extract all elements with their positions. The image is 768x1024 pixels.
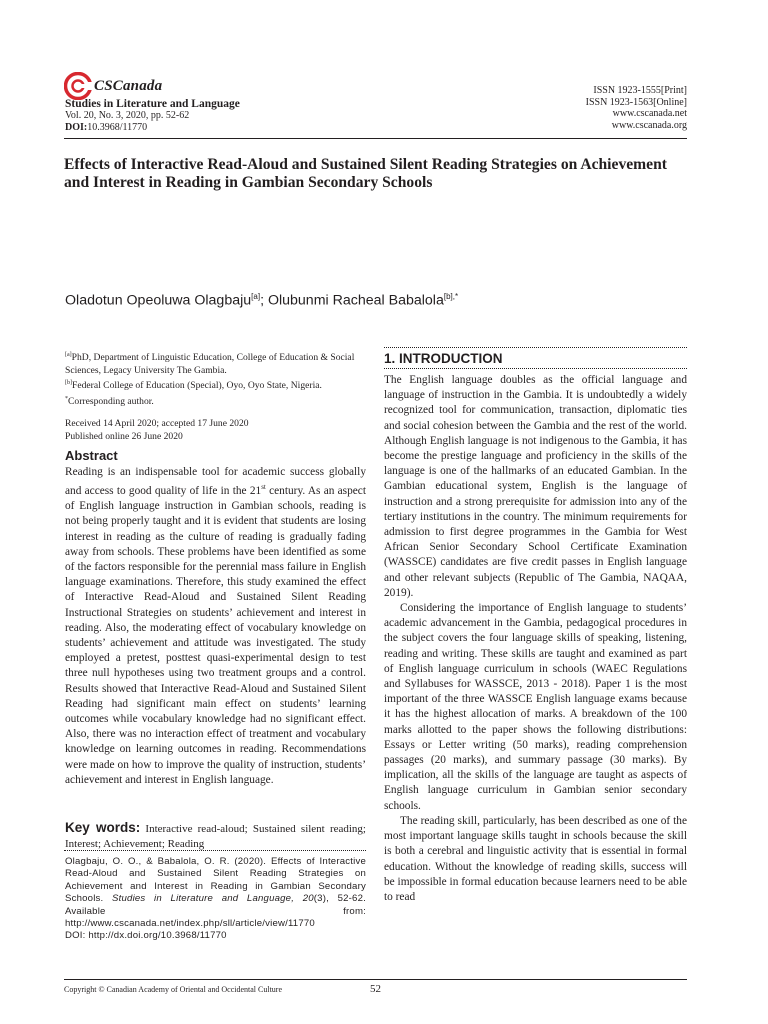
copyright-notice: Copyright © Canadian Academy of Oriental and Occidental Culture <box>64 985 283 994</box>
issn-online: ISSN 1923-1563[Online] <box>585 96 687 108</box>
keywords <box>65 820 366 852</box>
abstract-text-2: century. As an aspect of English language instruction in Gambian schools, reading is not being properly taught and it is evident that students are losing interest in reading as the culture of reading is gradually fading away from schools. These problems have been identified as some of the factors responsible for the perennial mass failure in English language examinations. Therefore, this study examined the effect of Interactive Read-Aloud and Sustained Silent Reading Instructional Strategies on students’ achievement and interest in reading. Also, the moderating effect of vocabulary knowledge on students’ achievement and attitude was investigated. The study employed a pretest, posttest quasi-experimental design to test three null hypotheses using two treatment groups and a control. Results showed that Interactive Read-Aloud and Sustained Silent Reading had significant main effect on students’ learning outcomes while vocabulary knowledge had no significant effect. Also, there was no interaction effect of treatment and vocabulary knowledge on learning outcomes in reading. Recommendations were made on how to improve the quality of instruction, students’ achievement and interest in English language. <box>65 484 366 786</box>
intro-paragraph-2: Considering the importance of English language to students’ academic advancement in the Gambia, pedagogical procedures in the subject covers the four language skills of speaking, listening, reading and writing. These skills are taught and examined as part of English language curriculum in schools (WAEC Regulations and Syllabuses for WASSCE, 2013 - 2018). Paper 1 is the most important of the three WASSCE English language exams because it has the highest allocation of marks. A breakdown of the 100 marks allotted to the paper shows the following distributions: Essays or Letter writing (50 marks), reading comprehension passages (20 marks), and summary passage (30 marks). By implication, all the skills of the language are taught as aspects of English language curriculum in Gambian senior secondary schools. <box>384 602 687 812</box>
corresponding-note <box>65 393 366 409</box>
introduction-body <box>384 373 687 905</box>
volume-info: Vol. 20, No. 3, 2020, pp. 52-62 <box>65 110 190 121</box>
intro-bottom-divider <box>384 368 687 369</box>
affil-text: Federal College of Education (Special), Oyo, Oyo State, Nigeria. <box>72 380 322 392</box>
keywords-list: Interactive read-aloud; Sustained silent reading; Interest; Achievement; Reading <box>65 823 366 850</box>
footer-divider <box>64 979 687 980</box>
citation-text-2[interactable]: (3), 52-62. Available from: http://www.cscanada.net/index.php/sll/article/view/11770 <box>65 893 366 930</box>
doi-value[interactable]: 10.3968/11770 <box>87 122 148 133</box>
introduction-heading: 1. INTRODUCTION <box>384 351 503 366</box>
journal-name: Studies in Literature and Language <box>65 98 240 110</box>
author-separator: ; <box>260 292 268 309</box>
article-dates <box>65 418 366 443</box>
received-date: Received 14 April 2020; accepted 17 June 2020 <box>65 418 249 430</box>
author-1-affil: [a] <box>251 292 261 301</box>
author-line <box>65 292 458 309</box>
affiliation-a <box>65 349 366 377</box>
issn-print: ISSN 1923-1555[Print] <box>593 85 687 96</box>
citation-journal: Studies in Literature and Language, 20 <box>112 893 314 905</box>
abstract-text-1: Reading is an indispensable tool for academic success globally and access to good quality of life in the 21 <box>65 466 366 497</box>
intro-top-divider <box>384 347 687 348</box>
issn-block <box>586 85 687 132</box>
page-number: 52 <box>370 983 381 995</box>
website-link-org[interactable]: www.cscanada.org <box>611 120 687 132</box>
affiliations <box>65 349 366 443</box>
keywords-heading: Key words: <box>65 820 141 835</box>
affil-text: Corresponding author. <box>68 395 154 407</box>
cscanada-logo-icon <box>64 72 92 100</box>
author-2: Olubunmi Racheal Babalola <box>267 292 444 309</box>
abstract-body <box>65 465 366 788</box>
doi-label: DOI: <box>65 122 88 133</box>
affil-marker: [a] <box>65 352 72 358</box>
publisher-logo <box>64 72 162 100</box>
citation-block <box>65 856 366 943</box>
intro-paragraph-1: The English language doubles as the official language and language of instruction in the Gambia. It is undoubtedly a widely recognized tool for communication, transaction, diplomatic ties and social cohesion between the Gambia and the rest of the world. Although English language is not indigenous to the Gambia, it has become the prestige language and proficiency in the skills of the language is one of the hallmarks of an educated Gambian. In the Gambian educational system, English is the language of instruction and a strong prerequisite for admission into any of the tertiary institutions in the country. The minimum requirements for admission to first degree programmes in the Gambia for West African Senior Secondary School Certificate Examination (WASSCE) candidates are five credit passes in English language and other relevant subjects (Republic of The Gambia, NAQAA, 2019). <box>384 374 687 599</box>
published-date: Published online 26 June 2020 <box>65 430 183 442</box>
article-title: Effects of Interactive Read-Aloud and Sustained Silent Reading Strategies on Achievement and Interest in Reading in Gambian Secondary Schools <box>64 156 667 191</box>
affil-marker: * <box>65 395 68 402</box>
publisher-name: CSCanada <box>94 77 163 94</box>
author-1: Oladotun Opeoluwa Olagbaju <box>65 292 252 309</box>
header-divider <box>64 138 687 139</box>
intro-paragraph-3: The reading skill, particularly, has been described as one of the most important language skills taught in schools because the skill is both a cerebral and linguistic activity that is essential in formal education. Without the knowledge of reading skills, success will be impossible in formal education because learners need to be able to read <box>384 814 688 903</box>
affil-marker: [b] <box>65 380 72 386</box>
affiliation-b <box>65 377 366 393</box>
author-2-affil: [b],* <box>443 292 459 301</box>
affil-text: PhD, Department of Linguistic Education, College of Education & Social Sciences, Legacy University The Gambia. <box>65 352 355 376</box>
citation-doi[interactable]: DOI: http://dx.doi.org/10.3968/11770 <box>65 930 227 942</box>
citation-text-1: Olagbaju, O. O., & Babalola, O. R. (2020). Effects of Interactive Read-Aloud and Sustained Silent Reading Strategies on Achievement and Interest in Reading in Gambian Secondary Schools. <box>65 856 366 905</box>
header-doi <box>65 122 147 133</box>
website-link-net[interactable]: www.cscanada.net <box>612 108 687 120</box>
citation-divider <box>64 850 366 851</box>
abstract-sup: st <box>261 483 266 492</box>
abstract-heading: Abstract <box>65 448 118 463</box>
